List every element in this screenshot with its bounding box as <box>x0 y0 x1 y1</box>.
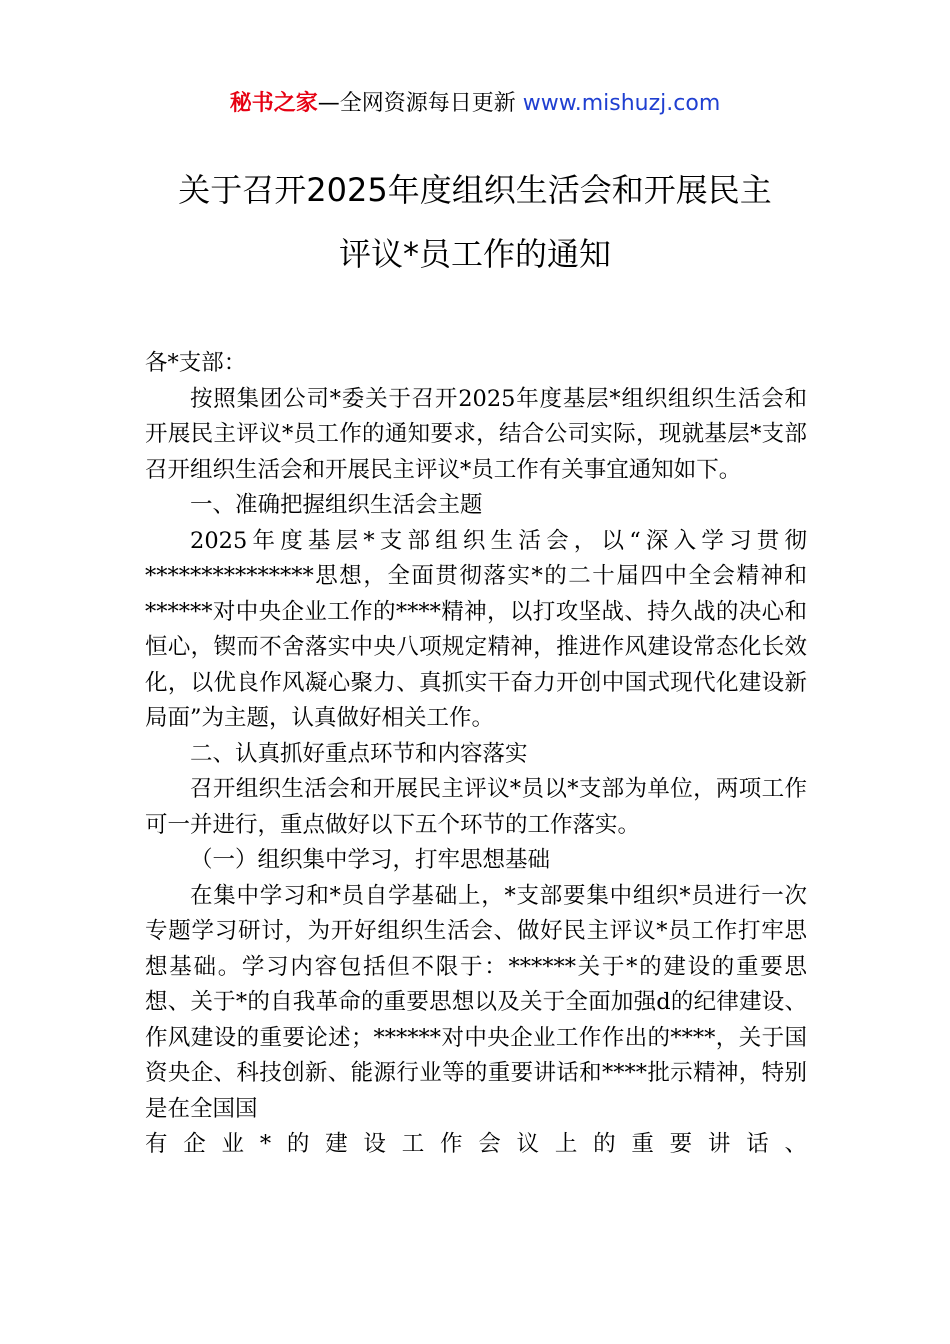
site-brand: 秘书之家 <box>229 91 318 116</box>
body-paragraph: 在集中学习和*员自学基础上，*支部要集中组织*员进行一次专题学习研讨，为开好组织生活会、做好民主评议*员工作打牢思想基础。学习内容包括但不限于：******关于*的建设的重要思想、关于*的自我革命的重要思想以及关于全面加强d的纪律建设、作风建设的重要论述；******对中央企业工作作出的****，关于国资央企、科技创新、能源行业等的重要讲话和****批示精神，特别是在全国国 <box>145 882 807 1122</box>
site-header <box>0 88 950 120</box>
site-url-link[interactable]: www.mishuzj.com <box>522 91 721 116</box>
body-paragraph: 2025年度基层*支部组织生活会，以“深入学习贯彻***************思想，全面贯彻落实*的二十届四中全会精神和******对中央企业工作的****精神，以打攻坚战、持久战的决心和恒心，锲而不舍落实中央八项规定精神，推进作风建设常态化长效化，以优良作风凝心聚力、真抓实干奋力开创中国式现代化建设新局面”为主题，认真做好相关工作。 <box>145 527 807 731</box>
section-heading-2: 二、认真抓好重点环节和内容落实 <box>190 740 528 767</box>
section-heading-1: 一、准确把握组织生活会主题 <box>190 492 483 518</box>
document-title-line-2: 评议*员工作的通知 <box>338 235 611 273</box>
salutation: 各*支部： <box>145 350 247 376</box>
body-paragraph: 召开组织生活会和开展民主评议*员以*支部为单位，两项工作可一并进行，重点做好以下五个环节的工作落实。 <box>145 776 807 838</box>
body-paragraph: 按照集团公司*委关于召开2025年度基层*组织组织生活会和开展民主评议*员工作的通知要求，结合公司实际，现就基层*支部召开组织生活会和开展民主评议*员工作有关事宜通知如下。 <box>145 385 807 483</box>
site-tagline: —全网资源每日更新 <box>317 91 523 116</box>
document-body <box>145 346 807 1163</box>
body-last-line: 有企业*的建设工作会议上的重要讲话、 <box>145 1131 807 1157</box>
document-title <box>80 158 870 286</box>
subsection-heading-1: （一）组织集中学习，打牢思想基础 <box>190 847 551 873</box>
document-title-line-1: 关于召开2025年度组织生活会和开展民主 <box>178 171 772 209</box>
